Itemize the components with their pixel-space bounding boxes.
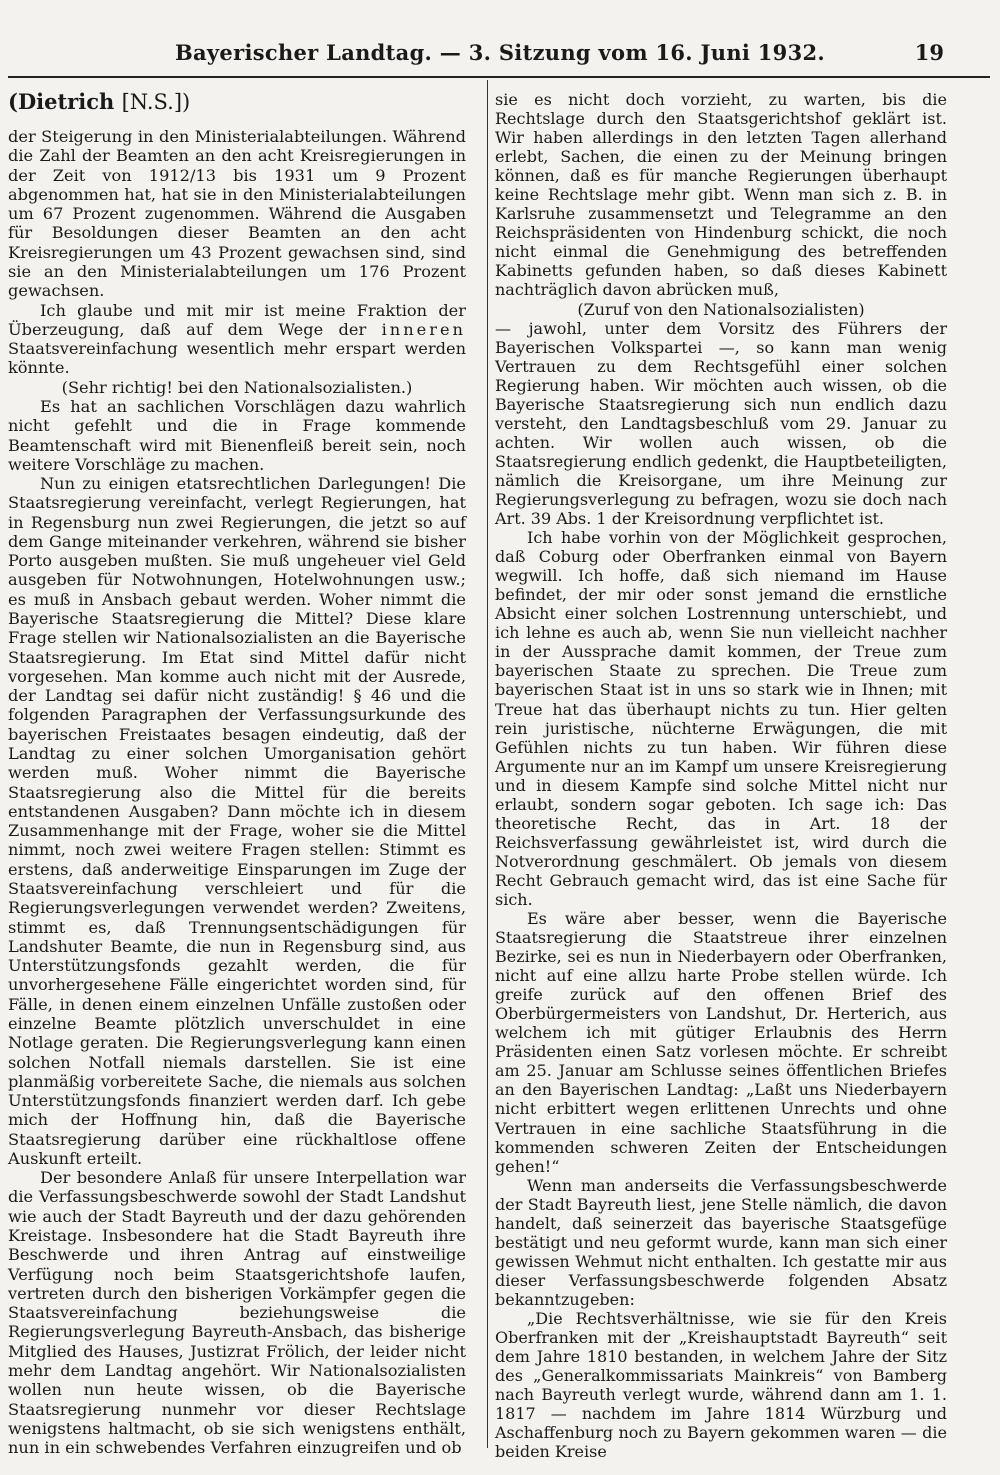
paragraph: Der besondere Anlaß für unsere Interpellation war die Verfassungsbeschwerde sowohl der Stadt Landshut wie auch der Stadt Bayreuth und der dazu gehörenden Kreistage. Insbesondere hat die Stadt Bayreuth ihre Beschwerde und ihren Antrag auf einstweilige Verfügung noch beim Staatsgerichtshofe laufen, vertreten durch den bisherigen Vorkämpfer gegen die Staatsvereinfachung beziehungsweise die Regierungsverlegung Bayreuth-Ansbach, das bisherige Mitglied des Hauses, Justizrat Frölich, der leider nicht mehr dem Landtag angehört. Wir Nationalsozialisten wollen nun heute wissen, ob die Bayerische Staatsregierung nunmehr vor dieser Rechtslage wenigstens haltmacht, ob sie sich wenigstens enthält, nun in ein schwebendes Verfahren einzugreifen und ob [8,1168,466,1458]
paragraph: Es hat an sachlichen Vorschlägen dazu wahrlich nicht gefehlt und die in Frage kommende Beamtenschaft wird mit Bienenfleiß bereit sein, noch weitere Vorschläge zu machen. [8,396,466,474]
header-rule [8,76,990,78]
quotation: „Die Rechtsverhältnisse, wie sie für den Kreis Oberfranken mit der „Kreishauptstadt Bayreuth“ seit dem Jahre 1810 bestanden, in welchem Jahre der Sitz des „Generalkommissariats Mainkreis“ von Bamberg nach Bayreuth verlegt wurde, während dann am 1. 1. 1817 — nachdem im Jahre 1814 Würzburg und Aschaffenburg noch zu Bayern gekommen waren — die beiden Kreise [495,1309,947,1462]
emphasis-text: inneren [381,319,466,339]
paragraph: Nun zu einigen etatsrechtlichen Darlegungen! Die Staatsregierung vereinfacht, verlegt Regierungen, hat in Regensburg nun zwei Regierungen, die jetzt so auf dem Gange miteinander verkehren, während sie bisher Porto ausgeben mußten. Sie muß ungeheuer viel Geld ausgeben für Notwohnungen, Hotelwohnungen usw.; es muß in Ansbach gebaut werden. Woher nimmt die Bayerische Staatsregierung die Mittel? Diese klare Frage stellen wir Nationalsozialisten an die Bayerische Staatsregierung. Im Etat sind Mittel dafür nicht vorgesehen. Man komme auch nicht mit der Ausrede, der Landtag sei dafür nicht zuständig! § 46 und die folgenden Paragraphen der Verfassungsurkunde des bayerischen Freistaates besagen eindeutig, daß der Landtag zu einer solchen Umorganisation gehört werden muß. Woher nimmt die Bayerische Staatsregierung also die Mittel für die bereits entstandenen Ausgaben? Dann möchte ich in diesem Zusammenhange mit der Frage, woher sie die Mittel nimmt, noch zwei weitere Fragen stellen: Stimmt es erstens, daß anderweitige Einsparungen im Zuge der Staatsvereinfachung verschleiert und für die Regierungsverlegungen verwendet werden? Zweitens, stimmt es, daß Trennungsentschädigungen für Landshuter Beamte, die nun in Regensburg sind, aus Unterstützungsfonds gezahlt werden, die für unvorhergesehene Fälle eingerichtet worden sind, für Fälle, in denen einem einzelnen Unfälle zustoßen oder einzelne Beamte plötzlich unverschuldet in eine Notlage geraten. Die Regierungsverlegung kann einen solchen Notfall niemals darstellen. Sie ist eine planmäßig vorbereitete Sache, die niemals aus solchen Unterstützungsfonds finanziert werden darf. Ich gebe mich der Hoffnung hin, daß die Bayerische Staatsregierung darüber eine rückhaltlose offene Auskunft erteilt. [8,474,466,1168]
header-title: Bayerischer Landtag. — 3. Sitzung vom 16. Juni 1932. [174,40,826,65]
speaker-name: Dietrich [17,89,115,114]
paragraph [8,301,466,378]
text-run: Staatsvereinfachung wesentlich mehr erspart werden könnte. [8,339,466,378]
interjection: (Zuruf von den Nationalsozialisten) [577,299,865,319]
paragraph: — jawohl, unter dem Vorsitz des Führers der Bayerischen Volkspartei —, so kann man wenig Vertrauen zu dem Rechtsgefühl einer solchen Regierung haben. Wir möchten auch wissen, ob die Bayerische Staatsregierung sich nun endlich dazu versteht, den Landtagsbeschluß vom 29. Januar zu achten. Wir wollen auch wissen, ob die Staatsregierung endlich gedenkt, die Hauptbeteiligten, nämlich die Kreisorgane, um ihre Meinung zur Regierungsverlegung zu befragen, wozu sie doch nach Art. 39 Abs. 1 der Kreisordnung verpflichtet ist. [495,318,947,529]
paragraph: Es wäre aber besser, wenn die Bayerische Staatsregierung die Staatstreue ihrer einzelnen Bezirke, sei es nun in Niederbayern oder Oberfranken, nicht auf eine allzu harte Probe stellen würde. Ich greife zurück auf den offenen Brief des Oberbürgermeisters von Landshut, Dr. Herterich, aus welchem ich mit gütiger Erlaubnis des Herrn Präsidenten einen Satz vorlesen möchte. Er schreibt am 25. Januar am Schlusse seines öffentlichen Briefes an den Bayerischen Landtag: „Laßt uns Niederbayern nicht erbittert wegen erlittenen Unrechts und ohne Vertrauen in eine sachliche Staatsführung in die kommenden schweren Zeiten der Entscheidungen gehen!“ [495,909,947,1176]
right-column [495,90,947,1461]
left-column [8,90,466,1457]
paragraph: Wenn man anderseits die Verfassungsbeschwerde der Stadt Bayreuth liest, jene Stelle nämlich, die davon handelt, daß seinerzeit das bayerische Staatsgefüge bestätigt und neu geformt wurde, kann man sich einer gewissen Wehmut nicht enthalten. Ich gestatte mir aus dieser Verfassungsbeschwerde folgenden Absatz bekanntzugeben: [495,1175,947,1309]
page-number: 19 [914,40,944,65]
paragraph: Ich habe vorhin von der Möglichkeit gesprochen, daß Coburg oder Oberfranken einmal von Bayern wegwill. Ich hoffe, daß sich niemand im Hause befindet, der mir oder sonst jemand die ernstliche Absicht einer solchen Lostrennung unterschiebt, und ich lehne es auch ab, wenn Sie nun vielleicht nachher in der Aussprache damit kommen, der Treue zum bayerischen Staate zu sprechen. Die Treue zum bayerischen Staat ist in uns so stark wie in Ihnen; mit Treue hat das überhaupt nichts zu tun. Hier gelten rein juristische, nüchterne Erwägungen, die mit Gefühlen nichts zu tun haben. Wir führen diese Argumente nur an im Kampf um unsere Kreisregierung und in diesem Kampfe sind solche Mittel nicht nur erlaubt, sondern sogar geboten. Ich sage ich: Das theoretische Recht, das in Art. 18 der Reichsverfassung gewährleistet ist, wird durch die Notverordnung geschmälert. Ob jemals von diesem Recht Gebrauch gemacht wird, das ist eine Sache für sich. [495,528,947,909]
speaker-party: [N.S.]) [121,90,191,114]
column-divider [487,80,488,1448]
page-header [0,40,1000,74]
paragraph: sie es nicht doch vorzieht, zu warten, bis die Rechtslage durch den Staatsgerichtshof geklärt ist. Wir haben allerdings in den letzten Tagen allerhand erlebt, Sachen, die einen zu der Meinung bringen können, daß es für manche Regierungen überhaupt keine Rechtslage mehr gibt. Wenn man sich z. B. in Karlsruhe zusammensetzt und Telegramme an den Reichspräsidenten von Hindenburg schickt, die noch nicht einmal die Genehmigung des betreffenden Kabinetts gefunden haben, so daß dieses Kabinett nachträglich davon abrücken muß, [495,90,947,300]
text-run: Ich glaube und mit mir ist meine Fraktion der Überzeugung, daß auf dem Wege der [8,300,466,339]
interjection: (Sehr richtig! bei den Nationalsozialisten.) [61,377,413,397]
speaker-heading [8,90,466,114]
paragraph: der Steigerung in den Ministerialabteilungen. Während die Zahl der Beamten an den acht Kreisregierungen in der Zeit von 1912/13 bis 1931 um 9 Prozent abgenommen hat, hat sie in den Ministerialabteilungen um 67 Prozent zugenommen. Während die Ausgaben für Besoldungen dieser Beamten an den acht Kreisregierungen um 43 Prozent gewachsen sind, sind sie an den Ministerialabteilungen um 176 Prozent gewachsen. [8,127,466,301]
speaker-paren: ( [8,89,18,114]
